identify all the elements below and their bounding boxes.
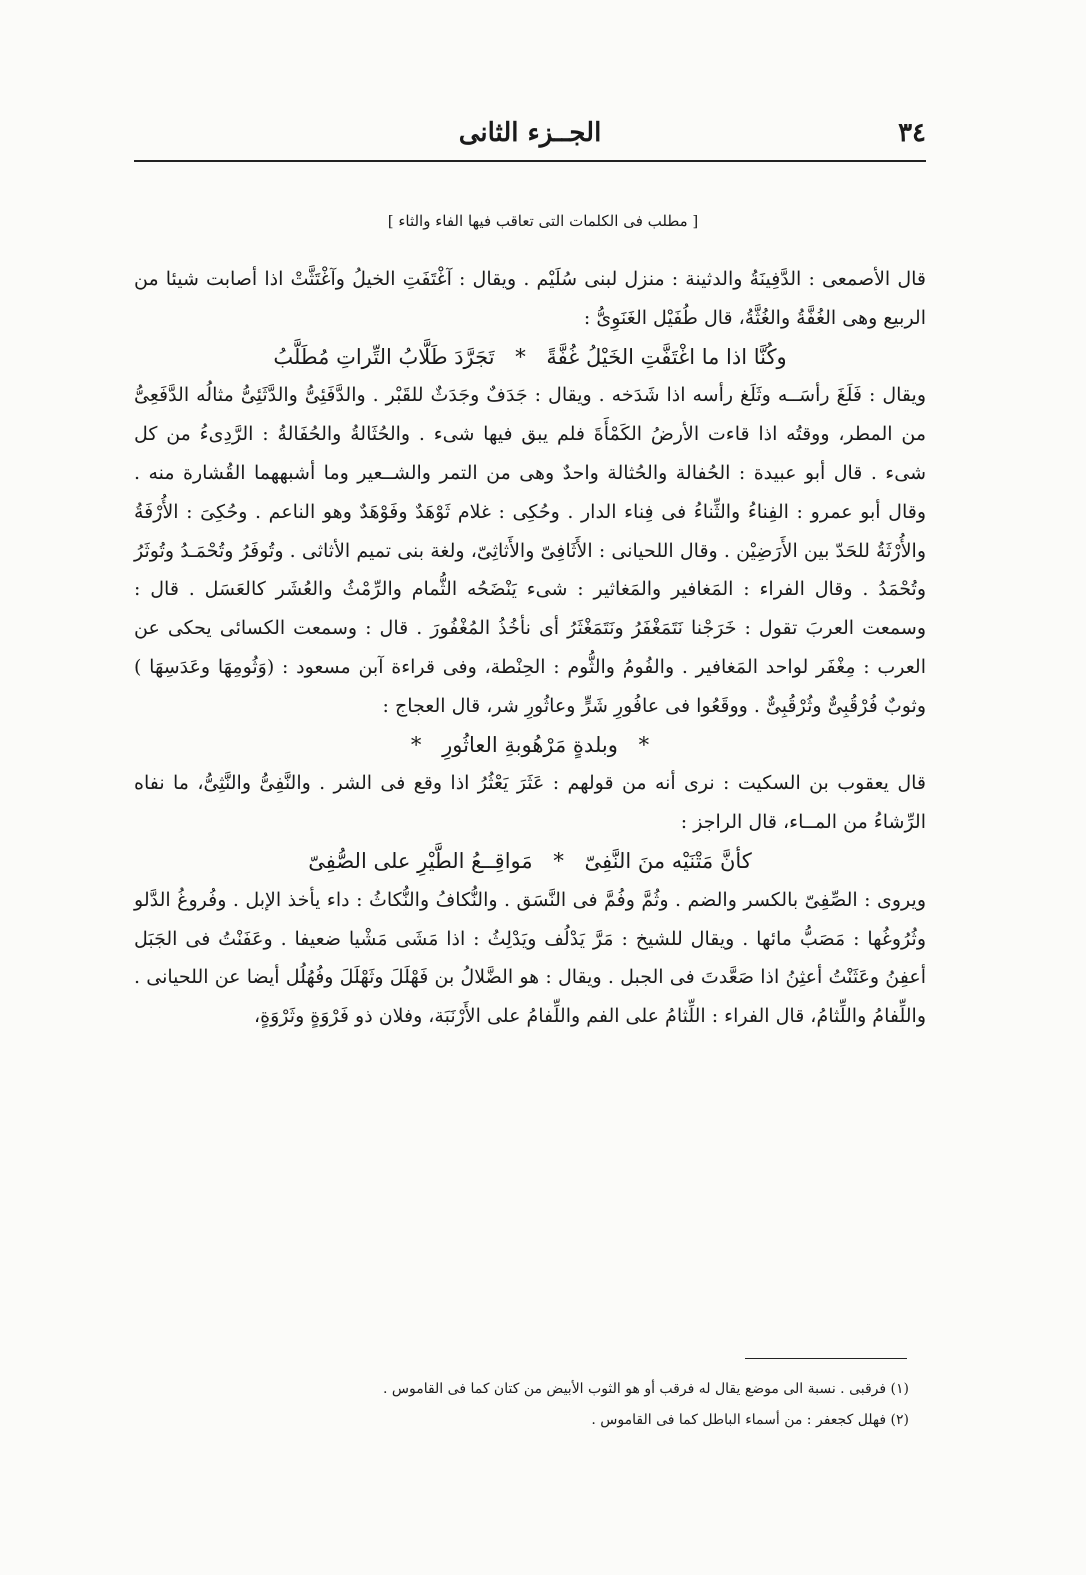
verse-line [134,338,926,377]
footnotes [134,1374,909,1436]
paragraph: ويروى : الصِّفِىّ بالكسر والضم . وثُمَّ وفُمَّ فى النَّسَق . والنُّكافُ والنُّكاثُ : داء يأخذ الإبل . وفُروغُ الدَّلو وثُرُوغُها : مَصَبُّ مائها . ويقال للشيخ : مَرَّ يَدْلُف ويَدْلِثُ : اذا مَشَى مَشْيا ضعيفا . وعَفَنْتُ فى الجَبَل أعفِنُ وعَثَنْتُ أعثِنُ اذا صَعَّدتَ فى الجبل . ويقال : هو الضَّلالُ بن فَهْلَلَ وثَهْلَلَ وفُهُلُل أيضا عن اللحيانى . واللِّفامُ واللِّثامُ، قال الفراء : اللِّثامُ على الفم واللِّفامُ على الأَرْنَبَة، وفلان ذو فَرْوَةٍ وثَرْوَةٍ، [134,888,926,1028]
verse-hemistich-second: مَواقِــعُ الطَّيْرِ على الصُّفِىّ [308,848,533,873]
body-text [134,260,926,1036]
verse-hemistich-first: كأنَّ مَتْنَيْه منَ النَّفِىّ [584,848,752,873]
verse-separator: * [638,732,650,757]
section-heading: [ مطلب فى الكلمات التى تعاقب فيها الفاء والثاء ] [387,212,699,230]
paragraph: ويقال : فَلَغَ رأسَــه وثَلَغ رأسه اذا شَدَخه . ويقال : جَدَفٌ وجَدَثٌ للقَبْر . والدَّفَئِىُّ والدَّثَئِىُّ مثالُه الدَّفَعِىُّ من المطر، ووقتُه اذا قاءت الأرضُ الكَمْأَةَ فلم يبق فيها شىء . والحُثَالةُ والحُفَالةُ : الرَّدِىءُ من كل شىء . قال أبو عبيدة : الحُفالة والحُثالة واحدٌ وهى من التمر والشــعير وما أشبههما القُشارة منه . وقال أبو عمرو : الفِناءُ والثِّناءُ فى فِناء الدار . وحُكِى : غلام ثَوْهَدٌ وفَوْهَدٌ وهو الناعم . وحُكِىَ : الأُرْفَةُ والأُرْثَةُ للحَدّ بين الأَرَضِيْن . وقال اللحيانى : الأَثَافِىّ والأَثاثِىّ، ولغة بنى تميم الأثاثى . وتُوفَرُ وتُحْمَـدُ وتُوثَرُ وتُحْمَدُ . وقال الفراء : المَغافير والمَغاثير : شىء يَنْضَحُه الثُّمام والرِّمْثُ والعُشَر كالعَسَل . قال : وسمعت العربَ تقول : خَرَجْنا نَتَمَغْفَرُ ونَتَمَغْثَرُ أى نأخُذُ المُغْفُورَ . قال : وسمعت الكسائى يحكى عن العرب : مِغْفَر لواحد المَغافير . والفُومُ والثُّوم : الحِنْطة، وفى قراءة آبن مسعود : (وَثُومِهَا وعَدَسِهَا ) وثوبٌ فُرْقُبِىٌّ وثُرْقُبِىٌّ . ووقَعُوا فى عافُورِ شَرٍّ وعاثُورِ شر، قال العجاج : [134,384,926,717]
verse-hemistich-first: وكُنَّا اذا ما اغْتَفَّتِ الخَيْلُ غُفَّةً [546,344,787,369]
footnote-2: (٢) فهلل كجعفر : من أسماء الباطل كما فى القاموس . [591,1412,909,1428]
paragraph: قال الأصمعى : الدَّفِينَةُ والدثينة : منزل لبنى سُلَيْم . ويقال : آغْتَفَتِ الخيلُ وآغْتَثَّتْ اذا أصابت شيئا من الربيع وهى الغُفَّةُ والغُثَّةُ، قال طُفَيْل الغَنَوِىُّ : [134,268,926,329]
header-rule [134,160,926,162]
page-number: ٣٤ [898,118,926,148]
verse-separator: * [515,344,526,369]
verse-line [134,726,926,765]
verse-separator: * [410,732,422,757]
footnote-rule [745,1358,907,1359]
verse-line [134,842,926,881]
verse-separator: * [553,848,564,873]
verse-hemistich-second: تَجَرَّدَ طَلَّابُ التِّراتِ مُطَلَّبُ [273,344,495,369]
page-header [134,118,926,158]
verse-hemistich-first: وبلدةٍ مَرْهُوبةِ العاثُورِ [442,732,618,757]
footnote-1: (١) فرقبى . نسبة الى موضع يقال له فرقب أو هو الثوب الأبيض من كتان كما فى القاموس . [382,1381,909,1397]
running-title: الجــزء الثانى [458,118,602,148]
paragraph: قال يعقوب بن السكيت : نرى أنه من قولهم : عَثَرَ يَعْثُرُ اذا وقع فى الشر . والنَّفِىُّ والنَّثِىُّ، ما نفاه الرِّشاءُ من المــاء، قال الراجز : [134,772,926,834]
